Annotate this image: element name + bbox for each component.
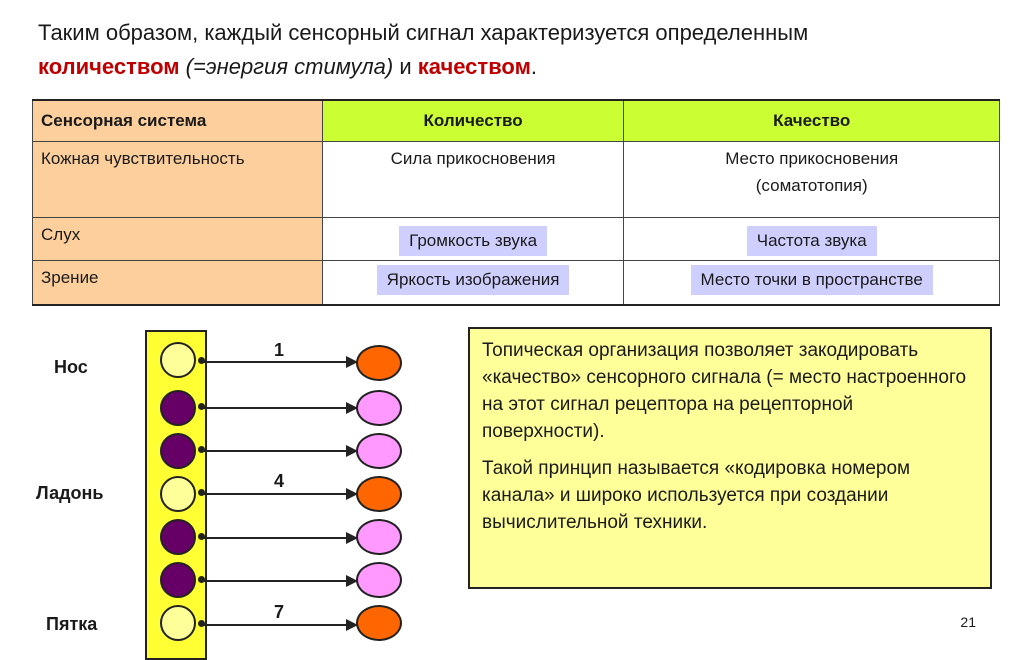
title-period: .	[530, 54, 537, 79]
label-heel: Пятка	[46, 614, 98, 634]
neuron-active	[356, 605, 402, 641]
sensory-table	[32, 99, 1000, 306]
label-palm: Ладонь	[36, 483, 104, 503]
receptor-light	[160, 342, 196, 378]
header-quality: Качество	[624, 100, 1000, 142]
quantity-highlight: Громкость звука	[399, 226, 547, 256]
channel-arrow	[202, 580, 356, 582]
title-formula: (=энергия стимула)	[179, 54, 394, 79]
receptor-dark	[160, 562, 196, 598]
channel-arrow	[202, 624, 356, 626]
slide-title	[38, 16, 998, 84]
row-quality	[624, 261, 1000, 306]
row-quantity	[322, 218, 624, 261]
table-row	[33, 261, 1000, 306]
row-system: Слух	[33, 218, 323, 261]
neuron-idle	[356, 390, 402, 426]
neuron-idle	[356, 562, 402, 598]
table-row	[33, 218, 1000, 261]
channel-number-1: 1	[274, 340, 285, 360]
row-quantity	[322, 261, 624, 306]
title-line1: Таким образом, каждый сенсорный сигнал характеризуется определенным	[38, 20, 809, 45]
channel-arrow	[202, 361, 356, 363]
receptor-light	[160, 605, 196, 641]
row-quantity: Сила прикосновения	[322, 142, 624, 218]
row-quality	[624, 218, 1000, 261]
quality-line1: Место прикосновения	[725, 149, 899, 168]
channel-number-4: 4	[274, 471, 285, 491]
channel-arrow	[202, 493, 356, 495]
note-paragraph-2: Такой принцип называется «кодировка номером канала» и широко используется при создании вычислительной техники.	[482, 458, 911, 533]
receptor-dark	[160, 433, 196, 469]
header-system: Сенсорная система	[33, 100, 323, 142]
table-row	[33, 142, 1000, 218]
row-quality	[624, 142, 1000, 218]
neuron-idle	[356, 433, 402, 469]
title-quantity: количеством	[38, 54, 180, 79]
quality-line2: (соматотопия)	[755, 176, 868, 195]
channel-arrow	[202, 537, 356, 539]
channel-arrow	[202, 450, 356, 452]
neuron-active	[356, 345, 402, 381]
header-quantity: Количество	[322, 100, 624, 142]
receptor-dark	[160, 390, 196, 426]
note-paragraph-1: Топическая организация позволяет закодировать «качество» сенсорного сигнала (= место настроенного на этот сигнал рецептора на рецепторной поверхности).	[482, 340, 967, 442]
quality-highlight: Частота звука	[747, 226, 877, 256]
quality-highlight: Место точки в пространстве	[691, 265, 933, 295]
quantity-highlight: Яркость изображения	[377, 265, 570, 295]
neuron-active	[356, 476, 402, 512]
page-number: 21	[960, 614, 976, 630]
table-header-row	[33, 100, 1000, 142]
channel-arrow	[202, 407, 356, 409]
receptor-light	[160, 476, 196, 512]
neuron-idle	[356, 519, 402, 555]
receptor-dark	[160, 519, 196, 555]
explanation-box	[468, 327, 992, 589]
title-and: и	[393, 54, 418, 79]
row-system: Зрение	[33, 261, 323, 306]
title-quality: качеством	[417, 54, 531, 79]
row-system: Кожная чувствительность	[33, 142, 323, 218]
label-nose: Нос	[54, 357, 88, 377]
channel-number-7: 7	[274, 602, 285, 622]
